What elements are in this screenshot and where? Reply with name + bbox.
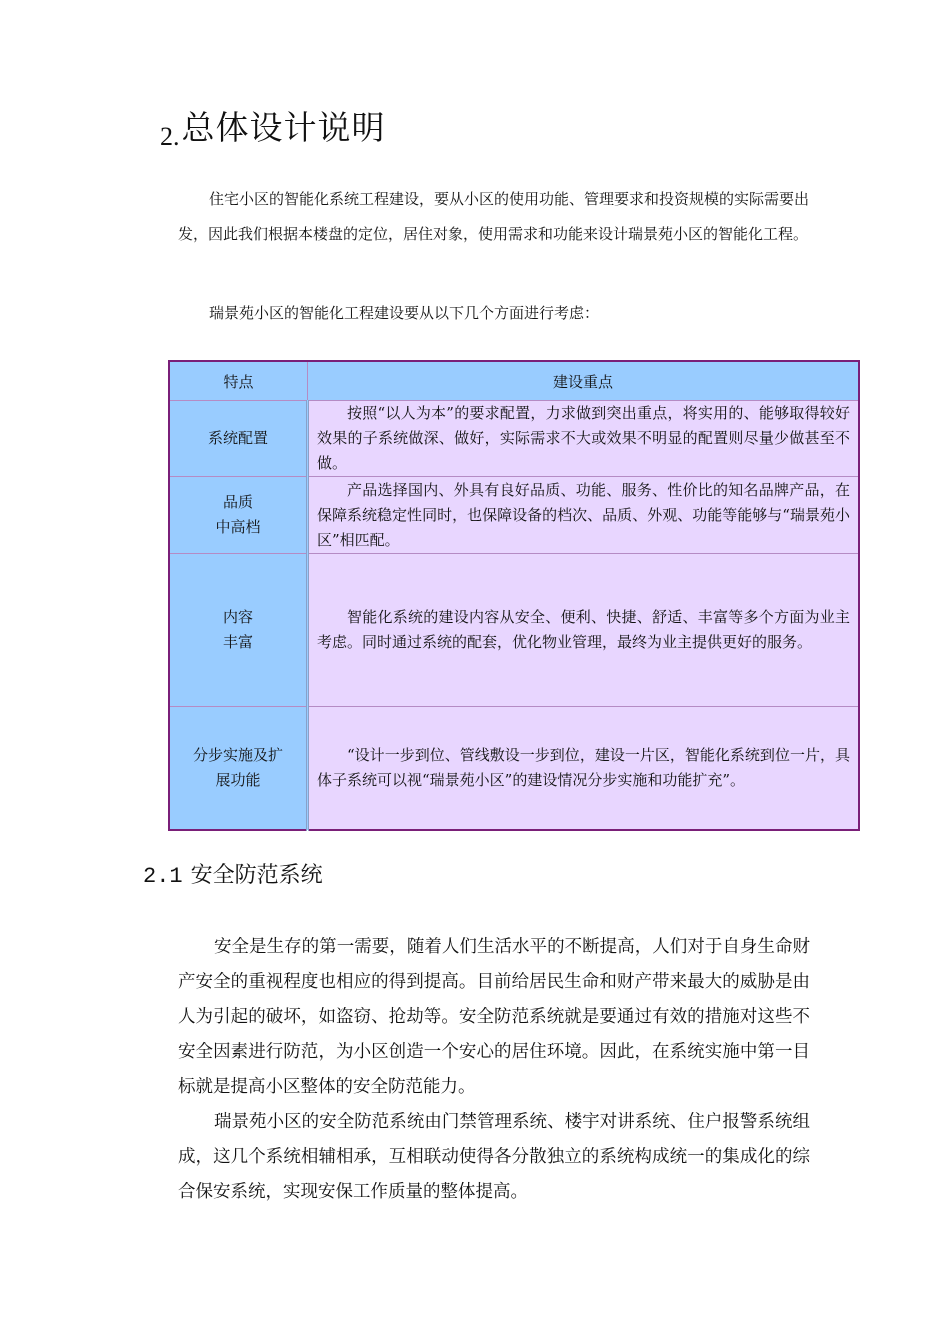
- intro-text: 住宅小区的智能化系统工程建设，要从小区的使用功能、管理要求和投资规模的实际需要出发，因此我们根据本楼盘的定位，居住对象，使用需求和功能来设计瑞景苑小区的智能化工程。: [178, 190, 810, 243]
- feature-cell: [169, 401, 308, 477]
- subsection-number: 2.1: [143, 864, 183, 889]
- header-feature: 特点: [169, 361, 308, 401]
- table-header-row: [169, 361, 859, 401]
- header-focus: 建设重点: [308, 361, 860, 401]
- feature-label: 系统配置: [207, 429, 268, 447]
- feature-label: 内容: [222, 608, 253, 626]
- subsection-title: 安全防范系统: [190, 863, 323, 888]
- description-cell: 智能化系统的建设内容从安全、便利、快捷、舒适、丰富等多个方面为业主考虑。同时通过系统的配套，优化物业管理，最终为业主提供更好的服务。: [308, 554, 860, 707]
- description-cell: 按照“以人为本”的要求配置，力求做到突出重点，将实用的、能够取得较好效果的子系统做深、做好，实际需求不大或效果不明显的配置则尽量少做甚至不做。: [308, 401, 860, 477]
- table-row: [169, 477, 859, 554]
- feature-cell: [169, 477, 308, 554]
- body-paragraph: 安全是生存的第一需要，随着人们生活水平的不断提高，人们对于自身生命财产安全的重视程度也相应的得到提高。目前给居民生命和财产带来最大的威胁是由人为引起的破坏，如盗窃、抢劫等。安全防范系统就是要通过有效的措施对这些不安全因素进行防范，为小区创造一个安心的居住环境。因此，在系统实施中第一目标就是提高小区整体的安全防范能力。: [178, 937, 810, 1097]
- feature-label: 中高档: [215, 518, 261, 536]
- feature-cell: [169, 707, 308, 831]
- description-cell: 产品选择国内、外具有良好品质、功能、服务、性价比的知名品牌产品，在保障系统稳定性同时，也保障设备的档次、品质、外观、功能等能够与“瑞景苑小区”相匹配。: [308, 477, 860, 554]
- section-title: 总体设计说明: [181, 108, 386, 147]
- features-table: [168, 360, 860, 831]
- intro-paragraph-1: [178, 182, 818, 252]
- section-heading: [160, 102, 386, 149]
- table-row: [169, 707, 859, 831]
- feature-label: 丰富: [222, 633, 253, 651]
- description-cell: “设计一步到位、管线敷设一步到位，建设一片区，智能化系统到位一片，具体子系统可以视“瑞景苑小区”的建设情况分步实施和功能扩充”。: [308, 707, 860, 831]
- subsection-body: [178, 930, 810, 1210]
- feature-label: 品质: [222, 493, 253, 511]
- intro-paragraph-2: [178, 296, 818, 331]
- table-row: [169, 401, 859, 477]
- table-row: [169, 554, 859, 707]
- feature-cell: [169, 554, 308, 707]
- feature-label: 展功能: [215, 771, 261, 789]
- section-number: 2.: [160, 122, 180, 151]
- feature-label: 分步实施及扩: [192, 746, 283, 764]
- subsection-heading: [143, 858, 323, 889]
- intro-text: 瑞景苑小区的智能化工程建设要从以下几个方面进行考虑：: [209, 304, 600, 322]
- body-paragraph: 瑞景苑小区的安全防范系统由门禁管理系统、楼宇对讲系统、住户报警系统组成，这几个系统相辅相承，互相联动使得各分散独立的系统构成统一的集成化的综合保安系统，实现安保工作质量的整体提高。: [178, 1112, 810, 1202]
